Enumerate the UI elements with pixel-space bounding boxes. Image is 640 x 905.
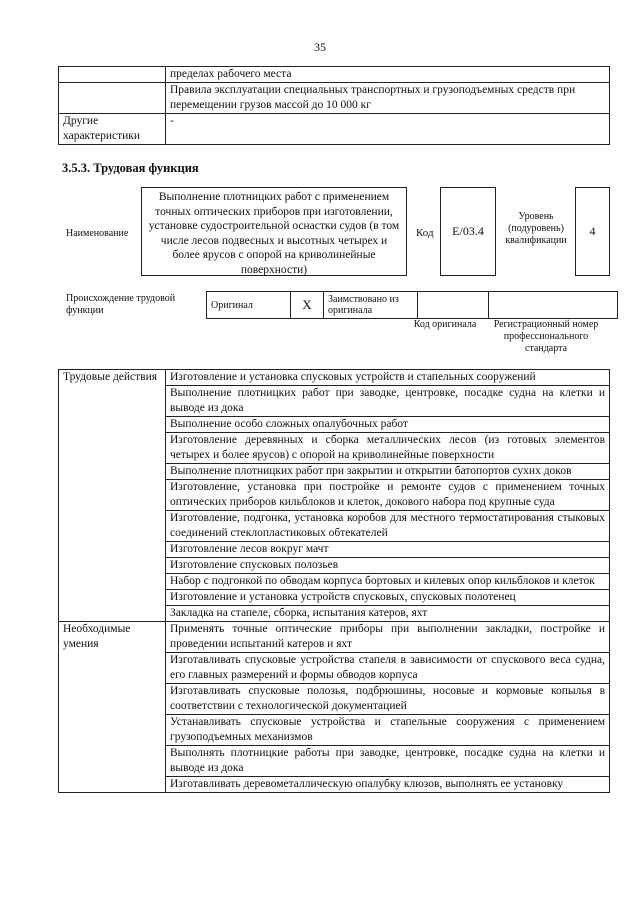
labor-action-item: Изготовление и установка устройств спусковых, спусковых полотенец: [166, 590, 610, 606]
original-mark: X: [291, 292, 324, 319]
table-row: [59, 83, 610, 114]
labor-action-item: Изготовление лесов вокруг мачт: [166, 542, 610, 558]
skill-item: Изготавливать деревометаллическую опалубку клюзов, выполнять ее установку: [166, 777, 610, 793]
labor-action-item: Изготовление, установка при постройке и ремонте судов с применением точных оптических приборов кильблоков и клеток, докового набора под крупные суда: [166, 480, 610, 511]
registration-number-caption: Регистрационный номер профессионального стандарта: [493, 319, 599, 354]
origin-label: Происхождение трудовой функции: [66, 293, 176, 316]
table-row: [59, 114, 610, 145]
name-label: Наименование: [66, 228, 129, 239]
labor-action-item: Выполнение плотницких работ при заводке, центровке, посадке судна на клетки и выводе из дока: [166, 386, 610, 417]
skill-item: Изготавливать спусковые полозья, подбрюшины, носовые и кормовые копылья в соответствии с технологической документацией: [166, 684, 610, 715]
labor-action-item: Выполнение особо сложных опалубочных работ: [166, 417, 610, 433]
table-row: [59, 370, 610, 386]
table-row: [59, 67, 610, 83]
row-label: [59, 67, 166, 83]
table-row: [59, 622, 610, 653]
continuation-table: [58, 66, 610, 145]
registration-number-cell: [489, 292, 618, 319]
qualification-level-label: Уровень (подуровень) квалификации: [505, 211, 567, 246]
original-label: Оригинал: [207, 292, 291, 319]
original-code-caption: Код оригинала: [413, 319, 477, 330]
labor-action-item: Изготовление и установка спусковых устройств и стапельных сооружений: [166, 370, 610, 386]
labor-actions-label: Трудовые действия: [59, 370, 166, 622]
row-text: Правила эксплуатации специальных транспортных и грузоподъемных средств при перемещении грузов массой до 10 000 кг: [166, 83, 610, 114]
function-details-table: [58, 369, 610, 793]
skill-item: Выполнять плотницкие работы при заводке, центровке, посадке судна на клетки и выводе из дока: [166, 746, 610, 777]
labor-action-item: Изготовление спусковых полозьев: [166, 558, 610, 574]
row-text: пределах рабочего места: [166, 67, 610, 83]
code-label: Код: [416, 227, 434, 239]
labor-action-item: Изготовление деревянных и сборка металлических лесов (из готовых элементов четырех и более ярусов) с опорой на криволинейные поверхности: [166, 433, 610, 464]
skill-item: Устанавливать спусковые устройства и стапельные сооружения с применением грузоподъемных механизмов: [166, 715, 610, 746]
row-text: -: [166, 114, 610, 145]
skill-item: Изготавливать спусковые устройства стапеля в зависимости от спускового веса судна, его главных размерений и формы обводов корпуса: [166, 653, 610, 684]
function-name-value: Выполнение плотницких работ с применением точных оптических приборов при изготовлении, установке судостроительной оснастки судов (в том числе лесов подвесных и высотных четырех и более ярусов с опорой на криволинейные поверхности): [141, 187, 407, 276]
labor-action-item: Закладка на стапеле, сборка, испытания катеров, яхт: [166, 606, 610, 622]
row-label: [59, 83, 166, 114]
skills-label: Необходимые умения: [59, 622, 166, 793]
section-heading: 3.5.3. Трудовая функция: [62, 161, 199, 175]
row-label: Другие характеристики: [59, 114, 166, 145]
skill-item: Применять точные оптические приборы при выполнении закладки, постройке и проведении испытаний катеров и яхт: [166, 622, 610, 653]
original-code-cell: [418, 292, 489, 319]
function-code-value: E/03.4: [440, 187, 496, 276]
borrowed-label: Заимствовано из оригинала: [324, 292, 418, 319]
origin-table: [206, 291, 618, 319]
labor-action-item: Выполнение плотницких работ при закрытии и открытии батопортов сухих доков: [166, 464, 610, 480]
labor-action-item: Набор с подгонкой по обводам корпуса бортовых и килевых опор кильблоков и клеток: [166, 574, 610, 590]
labor-action-item: Изготовление, подгонка, установка коробов для местного термостатирования стыковых соединений стеклопластиковых обтекателей: [166, 511, 610, 542]
page-number: 35: [314, 40, 326, 54]
qualification-level-value: 4: [575, 187, 610, 276]
